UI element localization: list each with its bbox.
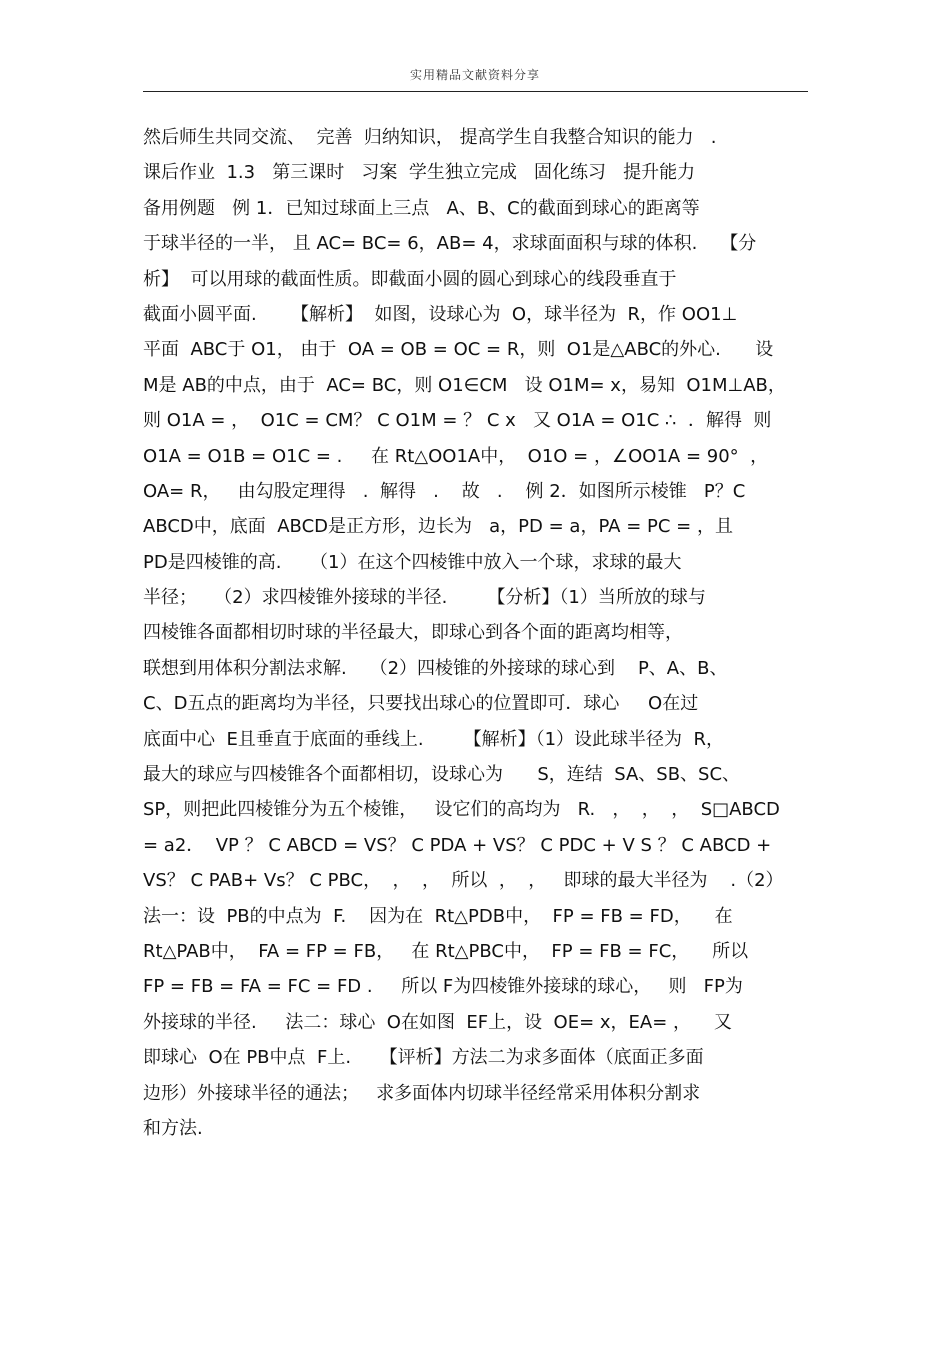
text-line: Rt△PAB中， FA = FP = FB， 在 Rt△PBC中， FP = FB = FC， 所以 [143,940,749,962]
text-line: 和方法. [143,1117,203,1139]
text-line: ABCD中，底面 ABCD是正方形，边长为 a，PD = a，PA = PC = ，且 [143,516,733,538]
text-line: O1A = O1B = O1C = . 在 Rt△OO1A中， O1O = ，∠OO1A = 90° ， [143,445,769,467]
text-line: 截面小圆平面. 【解析】 如图，设球心为 O，球半径为 R，作 OO1⊥ [143,303,738,325]
text-line: 四棱锥各面都相切时球的半径最大，即球心到各个面的距离均相等， [143,622,683,644]
text-line: SP，则把此四棱锥分为五个棱锥， 设它们的高均为 R. ， ， ， S□ABCD [143,799,780,821]
text-line: 然后师生共同交流、 完善 归纳知识， 提高学生自我整合知识的能力 . [143,127,717,148]
text-line: 法一：设 PB的中点为 F. 因为在 Rt△PDB中， FP = FB = FD， 在 [143,905,733,927]
text-line: C、D五点的距离均为半径，只要找出球心的位置即可．球心 O在过 [143,693,699,715]
text-line: 于球半径的一半， 且 AC= BC= 6，AB= 4，求球面面积与球的体积. 【分 [143,233,757,255]
text-line: 课后作业 1.3 第三课时 习案 学生独立完成 固化练习 提升能力 [143,162,696,184]
text-line: 半径； （2）求四棱锥外接球的半径. 【分析】（1）当所放的球与 [143,587,706,609]
document-body [143,120,823,1146]
text-line: 平面 ABC于 O1， 由于 OA = OB = OC = R，则 O1是△ABC的外心. 设 [143,339,774,361]
text-line: M是 AB的中点，由于 AC= BC，则 O1∈CM 设 O1M= x，易知 O1M⊥AB， [143,374,786,396]
header-divider [143,91,808,92]
text-line: 边形）外接球半径的通法； 求多面体内切球半径经常采用体积分割求 [143,1082,701,1104]
text-line: OA= R， 由勾股定理得 . 解得 . 故 . 例 2．如图所示棱锥 P？C [143,480,746,502]
text-line: 外接球的半径. 法二：球心 O在如图 EF上，设 OE= x，EA= ， 又 [143,1011,732,1033]
text-line: 备用例题 例 1．已知过球面上三点 A、B、C的截面到球心的距离等 [143,197,700,219]
text-line: 则 O1A = ， O1C = CM？ C O1M = ？ C x 又 O1A = O1C ∴ ．解得 则 [143,410,772,432]
page-header-title: 实用精品文献资料分享 [409,68,540,82]
text-line: 析】 可以用球的截面性质。即截面小圆的圆心到球心的线段垂直于 [143,268,677,290]
text-line: FP = FB = FA = FC = FD . 所以 F为四棱锥外接球的球心， 则 FP为 [143,976,743,998]
text-line: 最大的球应与四棱锥各个面都相切，设球心为 S，连结 SA、SB、SC、 [143,764,741,786]
text-line: PD是四棱锥的高. （1）在这个四棱锥中放入一个球，求球的最大 [143,551,682,573]
text-line: 即球心 O在 PB中点 F上. 【评析】方法二为求多面体（底面正多面 [143,1047,704,1069]
text-line: 联想到用体积分割法求解. （2）四棱锥的外接球的球心到 P、A、B、 [143,657,728,679]
text-line: = a2． VP ？ C ABCD = VS？ C PDA + VS？ C PDC + V S ？ C ABCD + [143,834,772,856]
text-line: 底面中心 E且垂直于底面的垂线上. 【解析】（1）设此球半径为 R， [143,728,724,750]
text-line: VS？ C PAB+ Vs？ C PBC， ， ， 所以 ， ， 即球的最大半径为 .（2） [143,870,784,892]
